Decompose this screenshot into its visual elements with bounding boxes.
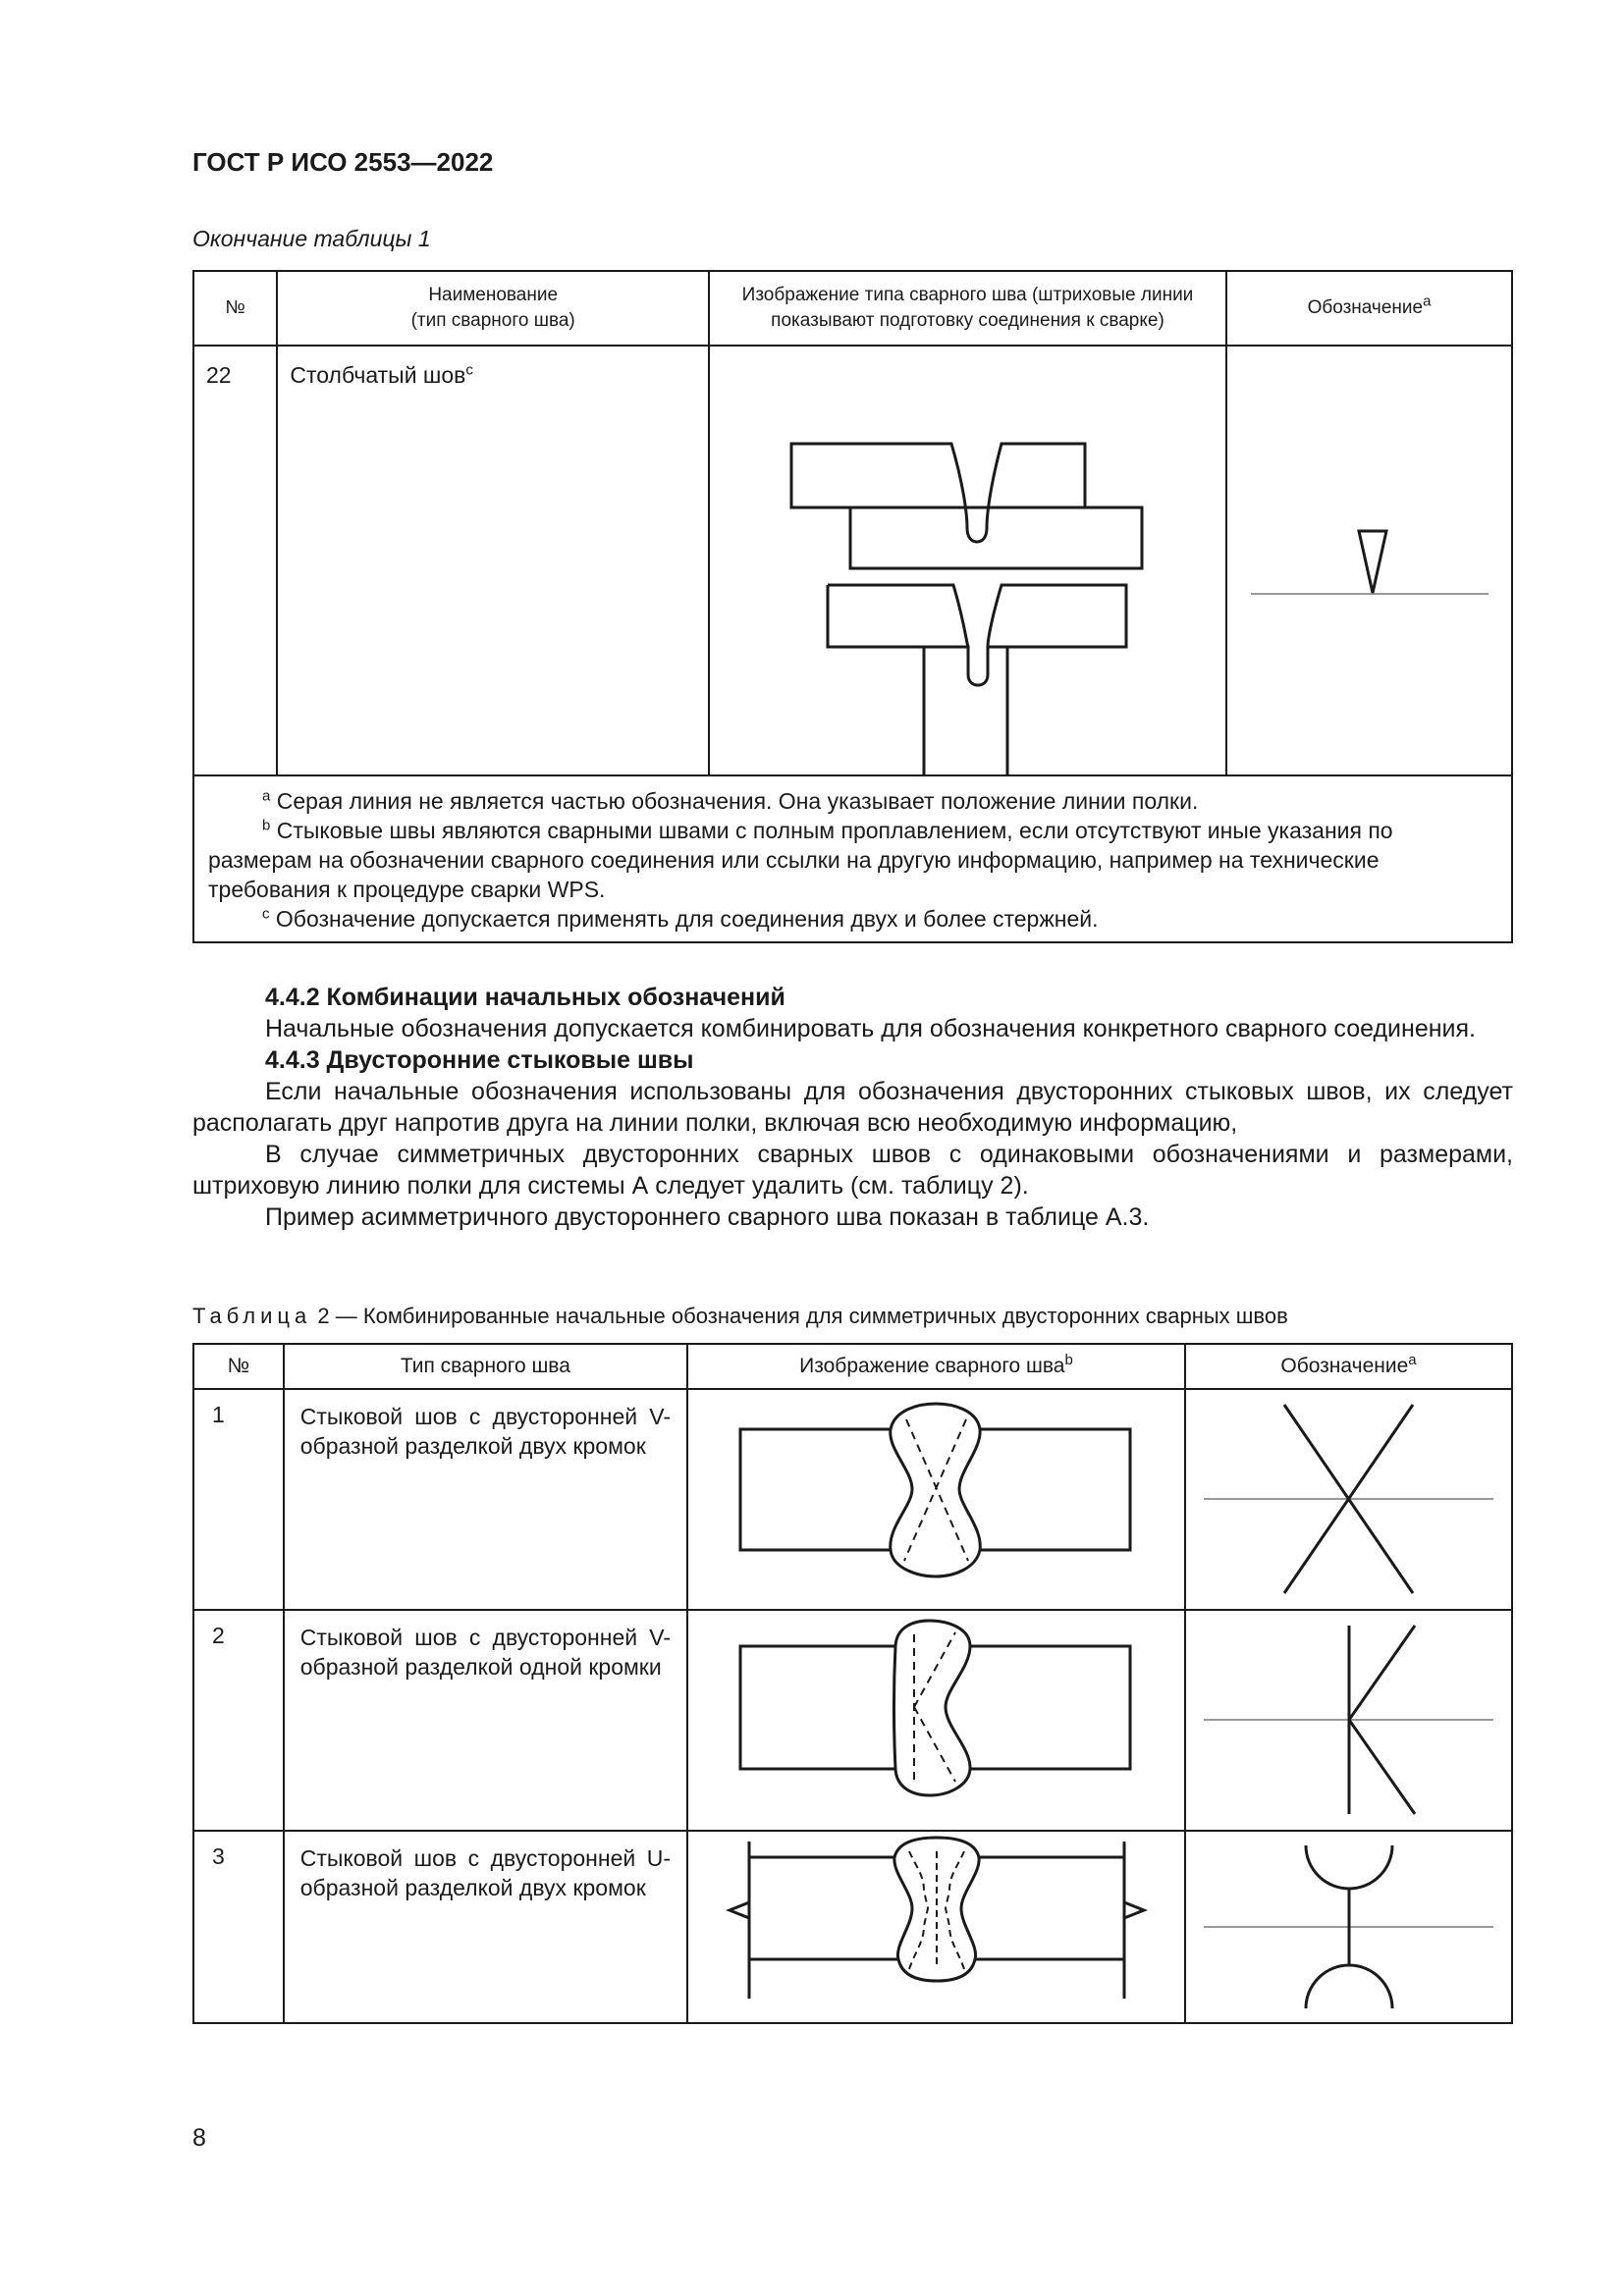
table2	[192, 1343, 1513, 2024]
t2-header-num: №	[193, 1344, 284, 1389]
table-row	[193, 1831, 1512, 2023]
document-header: ГОСТ Р ИСО 2553—2022	[192, 147, 494, 177]
body-section	[192, 982, 1513, 1233]
table-row	[193, 1389, 1512, 1610]
t2-header-image: Изображение сварного шва$^b$	[687, 1344, 1185, 1389]
section-4-4-2-title: 4.4.2 Комбинации начальных обозначений	[265, 984, 785, 1011]
table1	[192, 270, 1513, 943]
table2-caption: Таблица 2 — Комбинированные начальные обозначения для симметричных двусторонних сварных швов	[192, 1304, 1288, 1328]
double-v-symbol	[1186, 1390, 1511, 1608]
t2-row1-image	[687, 1389, 1185, 1610]
section-4-4-3-paragraph-1: Если начальные обозначения использованы для обозначения двусторонних стыковых швов, их следует располагать друг напротив друга на линии полки, включая всю необходимую информацию,	[192, 1078, 1513, 1137]
t1-notes: $^a$ Серая линия не является частью обозначения. Она указывает положение линии полки. $^b$ Стыковые швы являются сварными швами с полным проплавлением, если отсутствуют иные указания по размерам на обозначении сварного соединения или ссылки на другую информацию, например на технические требования к процедуре сварки WPS. $^c$ Обозначение допускается применять для соединения двух и более стержней.	[193, 775, 1512, 942]
t1-row-num: 22	[193, 346, 277, 775]
section-4-4-3-title: 4.4.3 Двусторонние стыковые швы	[265, 1046, 694, 1074]
table1-caption: Окончание таблицы 1	[192, 226, 431, 251]
t2-row3-image	[687, 1831, 1185, 2023]
table-row	[193, 1610, 1512, 1831]
t1-header-num: №	[193, 271, 277, 346]
t1-header-symbol: Обозначение$^a$	[1226, 271, 1512, 346]
t2-header-symbol: Обозначение$^a$	[1185, 1344, 1512, 1389]
page-number: 8	[192, 2124, 206, 2152]
section-4-4-3-paragraph-2: В случае симметричных двусторонних сварных швов с одинаковыми обозначениями и размерами, штриховую линию полки для системы А следует удалить (см. таблицу 2).	[192, 1141, 1513, 1200]
t2-header-type: Тип сварного шва	[284, 1344, 687, 1389]
t2-row2-symbol	[1185, 1610, 1512, 1831]
t2-row1-type: Стыковой шов с двусторонней V-образной разделкой двух кромок	[284, 1389, 687, 1610]
t2-row1-symbol	[1185, 1389, 1512, 1610]
double-bevel-symbol	[1186, 1611, 1511, 1829]
t2-row2-num: 2	[193, 1610, 284, 1831]
t1-header-name: Наименование (тип сварного шва)	[277, 271, 709, 346]
t2-row3-type: Стыковой шов с двусторонней U-образной разделкой двух кромок	[284, 1831, 687, 2023]
t2-row3-num: 3	[193, 1831, 284, 2023]
t2-row3-symbol	[1185, 1831, 1512, 2023]
double-u-weld-drawing	[688, 1832, 1184, 2022]
double-u-symbol	[1186, 1832, 1511, 2022]
t1-header-image: Изображение типа сварного шва (штриховые линии показывают подготовку соединения к сварке)	[709, 271, 1226, 346]
stud-weld-drawing	[710, 347, 1225, 774]
double-v-weld-drawing	[688, 1390, 1184, 1608]
section-4-4-3-paragraph-3: Пример асимметричного двустороннего сварного шва показан в таблице А.3.	[265, 1203, 1150, 1231]
t2-row2-image	[687, 1610, 1185, 1831]
v-mark	[1359, 531, 1386, 593]
double-bevel-weld-drawing	[688, 1611, 1184, 1829]
t2-row2-type: Стыковой шов с двусторонней V-образной разделкой одной кромки	[284, 1610, 687, 1831]
t2-row1-num: 1	[193, 1389, 284, 1610]
section-4-4-2-paragraph: Начальные обозначения допускается комбинировать для обозначения конкретного сварного соединения.	[265, 1015, 1476, 1042]
t1-row-symbol	[1226, 346, 1512, 775]
t1-row-name: Столбчатый шов$^c$	[277, 346, 709, 775]
t1-row-image	[709, 346, 1226, 775]
stud-weld-symbol	[1227, 347, 1511, 774]
